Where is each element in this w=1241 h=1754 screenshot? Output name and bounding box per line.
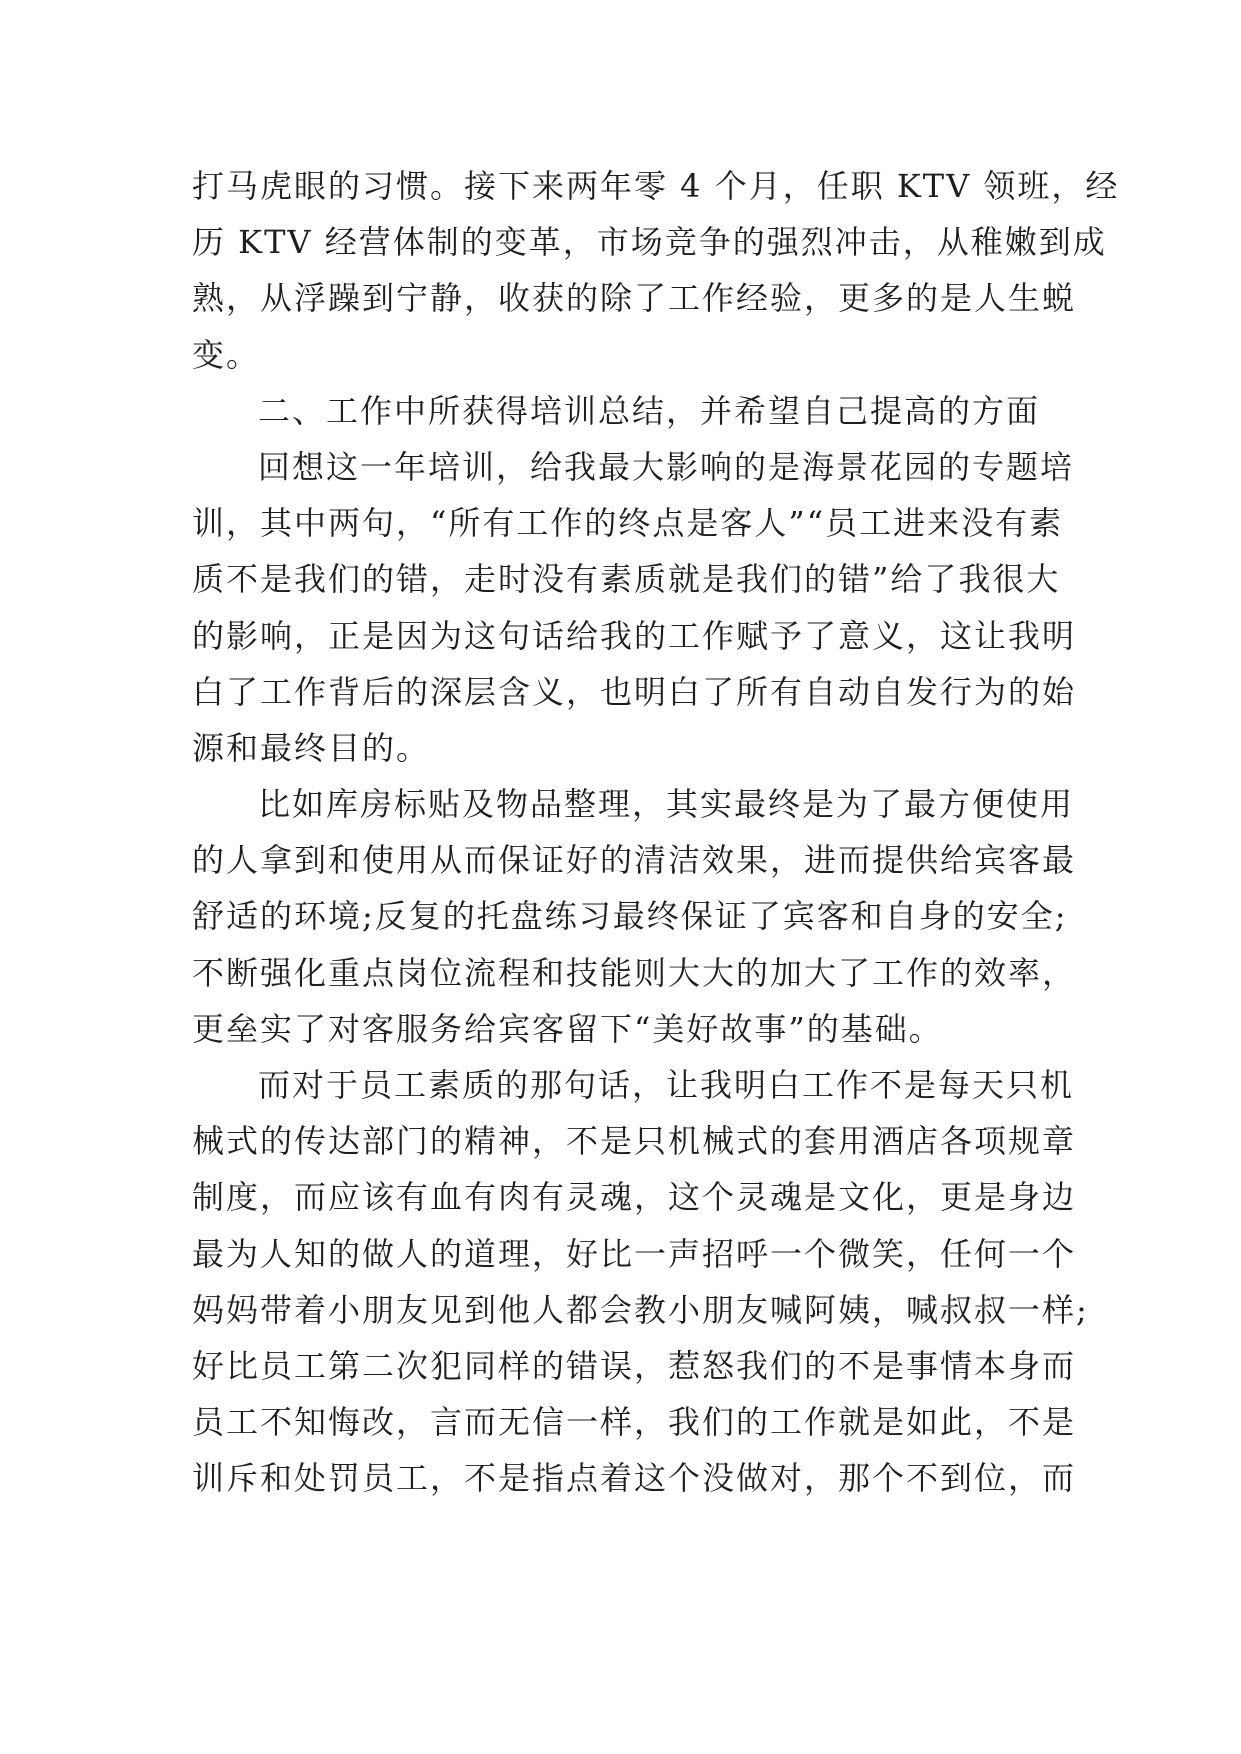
text-line: 更垒实了对客服务给宾客留下“美好故事”的基础。 xyxy=(192,1009,943,1048)
text-line: 源和最终目的。 xyxy=(192,728,431,767)
text-line: 舒适的环境;反复的托盘练习最终保证了宾客和自身的安全; xyxy=(192,897,1068,936)
text-line: 训斥和处罚员工，不是指点着这个没做对，那个不到位，而 xyxy=(192,1459,1077,1498)
text-line: 员工不知悔改，言而无信一样，我们的工作就是如此，不是 xyxy=(192,1403,1077,1442)
text-line: 质不是我们的错，走时没有素质就是我们的错”给了我很大 xyxy=(192,560,1061,599)
text-line: 历 KTV 经营体制的变革，市场竞争的强烈冲击，从稚嫩到成 xyxy=(192,223,1107,262)
text-line: 制度，而应该有血有肉有灵魂，这个灵魂是文化，更是身边 xyxy=(192,1178,1077,1217)
text-line: 熟，从浮躁到宁静，收获的除了工作经验，更多的是人生蜕 xyxy=(192,279,1077,318)
text-line: 白了工作背后的深层含义，也明白了所有自动自发行为的始 xyxy=(192,672,1077,711)
text-line: 最为人知的做人的道理，好比一声招呼一个微笑，任何一个 xyxy=(192,1234,1077,1273)
text-line: 变。 xyxy=(192,335,261,374)
text-line: 好比员工第二次犯同样的错误，惹怒我们的不是事情本身而 xyxy=(192,1346,1077,1385)
text-line: 的影响，正是因为这句话给我的工作赋予了意义，这让我明 xyxy=(192,616,1077,655)
document-body-text xyxy=(192,158,1120,1507)
text-line: 械式的传达部门的精神，不是只机械式的套用酒店各项规章 xyxy=(192,1122,1077,1161)
text-line: 而对于员工素质的那句话，让我明白工作不是每天只机 xyxy=(258,1066,1075,1104)
text-line: 训，其中两句，“所有工作的终点是客人”“员工进来没有素 xyxy=(192,504,1064,543)
text-line: 不断强化重点岗位流程和技能则大大的加大了工作的效率， xyxy=(192,953,1077,992)
text-line: 二、工作中所获得培训总结，并希望自己提高的方面 xyxy=(258,391,1041,430)
text-line: 回想这一年培训，给我最大影响的是海景花园的专题培 xyxy=(258,447,1075,486)
text-line: 比如库房标贴及物品整理，其实最终是为了最方便使用 xyxy=(258,785,1075,824)
text-line: 的人拿到和使用从而保证好的清洁效果，进而提供给宾客最 xyxy=(192,841,1077,880)
text-line: 打马虎眼的习惯。接下来两年零 4 个月，任职 KTV 领班，经 xyxy=(192,167,1120,205)
text-line: 妈妈带着小朋友见到他人都会教小朋友喊阿姨，喊叔叔一样; xyxy=(192,1290,1089,1329)
